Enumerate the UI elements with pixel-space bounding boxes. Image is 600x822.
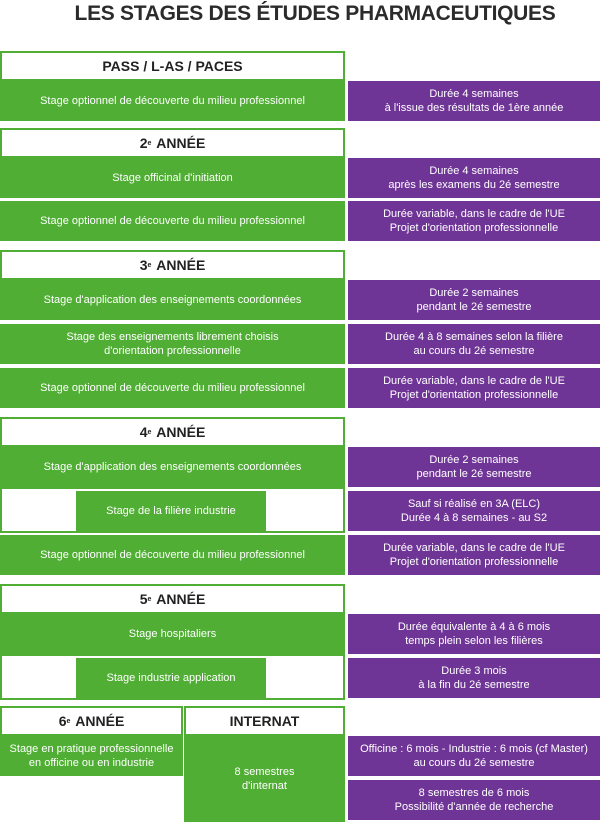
duration-line: Durée 4 semaines [429, 88, 519, 100]
section-header-internat: INTERNAT [184, 706, 345, 736]
duration-line: pendant le 2é semestre [416, 468, 532, 480]
stage-annee4-industrie: Stage de la filière industrie [76, 491, 266, 531]
duration-line: à l'issue des résultats de 1ère année [384, 102, 564, 114]
header-ordinal: e [147, 261, 152, 269]
header-ordinal: e [147, 595, 152, 603]
section-header-annee-3 [0, 250, 345, 280]
stage-annee6-pratique [0, 736, 183, 776]
duration-line: Officine : 6 mois - Industrie : 6 mois (cf Master) [360, 743, 588, 755]
header-number: 4 [139, 424, 148, 440]
header-ordinal: e [147, 139, 152, 147]
duration-annee4-application [348, 447, 600, 487]
duration-line: Durée 2 semaines [429, 454, 519, 466]
page-title: LES STAGES DES ÉTUDES PHARMACEUTIQUES [74, 2, 556, 25]
header-word: ANNÉE [156, 257, 206, 273]
duration-line: à la fin du 2é semestre [418, 679, 530, 691]
duration-annee5-hospitaliers [348, 614, 600, 654]
duration-line: 8 semestres de 6 mois [418, 787, 530, 799]
header-number: 6 [58, 713, 67, 729]
duration-line: Durée 4 à 8 semaines selon la filière [385, 331, 563, 343]
stage-annee3-decouverte: Stage optionnel de découverte du milieu professionnel [0, 368, 345, 408]
header-word: ANNÉE [156, 424, 206, 440]
stage-line: Stage des enseignements librement choisis [66, 331, 279, 343]
duration-annee2-initiation [348, 158, 600, 198]
duration-annee6-pratique [348, 736, 600, 776]
duration-line: Durée variable, dans le cadre de l'UE [383, 208, 565, 220]
header-word: ANNÉE [156, 135, 206, 151]
header-number: 5 [139, 591, 148, 607]
duration-annee2-decouverte [348, 201, 600, 241]
stage-internat [184, 736, 345, 822]
duration-line: Projet d'orientation professionnelle [389, 389, 559, 401]
duration-annee3-libres [348, 324, 600, 364]
duration-line: Projet d'orientation professionnelle [389, 222, 559, 234]
duration-line: Projet d'orientation professionnelle [389, 556, 559, 568]
header-ordinal: e [147, 428, 152, 436]
section-header-pass: PASS / L-AS / PACES [0, 51, 345, 81]
duration-line: Possibilité d'année de recherche [394, 801, 554, 813]
duration-annee4-industrie [348, 491, 600, 531]
duration-annee4-decouverte [348, 535, 600, 575]
header-number: 3 [139, 257, 148, 273]
duration-line: au cours du 2é semestre [413, 757, 535, 769]
stage-annee4-decouverte: Stage optionnel de découverte du milieu professionnel [0, 535, 345, 575]
header-word: ANNÉE [75, 713, 125, 729]
stage-annee2-decouverte: Stage optionnel de découverte du milieu professionnel [0, 201, 345, 241]
duration-pass-decouverte [348, 81, 600, 121]
stage-line: en officine ou en industrie [28, 757, 155, 769]
duration-annee3-decouverte [348, 368, 600, 408]
duration-line: Durée variable, dans le cadre de l'UE [383, 375, 565, 387]
stage-line: Stage en pratique professionnelle [9, 743, 174, 755]
stage-pass-decouverte: Stage optionnel de découverte du milieu professionnel [0, 81, 345, 121]
duration-annee5-industrie [348, 658, 600, 698]
duration-line: Durée 3 mois [441, 665, 507, 677]
duration-line: Sauf si réalisé en 3A (ELC) [407, 498, 541, 510]
stage-line: d'internat [242, 780, 287, 792]
duration-line: Durée 2 semaines [429, 287, 519, 299]
duration-line: Durée 4 à 8 semaines - au S2 [400, 512, 548, 524]
duration-line: pendant le 2é semestre [416, 301, 532, 313]
duration-annee3-application [348, 280, 600, 320]
stage-line: 8 semestres [234, 766, 295, 778]
stage-annee5-hospitaliers: Stage hospitaliers [0, 614, 345, 654]
duration-line: au cours du 2é semestre [413, 345, 535, 357]
duration-line: après les examens du 2é semestre [388, 179, 560, 191]
duration-line: Durée variable, dans le cadre de l'UE [383, 542, 565, 554]
stage-annee4-application: Stage d'application des enseignements coordonnées [0, 447, 345, 487]
section-header-annee-4 [0, 417, 345, 447]
section-header-annee-6 [0, 706, 183, 736]
section-header-annee-5 [0, 584, 345, 614]
header-ordinal: e [66, 717, 71, 725]
header-number: 2 [139, 135, 148, 151]
header-word: ANNÉE [156, 591, 206, 607]
stage-line: d'orientation professionnelle [104, 345, 241, 357]
stage-annee5-industrie: Stage industrie application [76, 658, 266, 698]
duration-line: Durée équivalente à 4 à 6 mois [397, 621, 551, 633]
duration-line: Durée 4 semaines [429, 165, 519, 177]
duration-internat [348, 780, 600, 820]
section-header-annee-2 [0, 128, 345, 158]
stage-annee3-application: Stage d'application des enseignements coordonnées [0, 280, 345, 320]
stage-annee3-libres [0, 324, 345, 364]
duration-line: temps plein selon les filières [405, 635, 543, 647]
stage-annee2-initiation: Stage officinal d'initiation [0, 158, 345, 198]
